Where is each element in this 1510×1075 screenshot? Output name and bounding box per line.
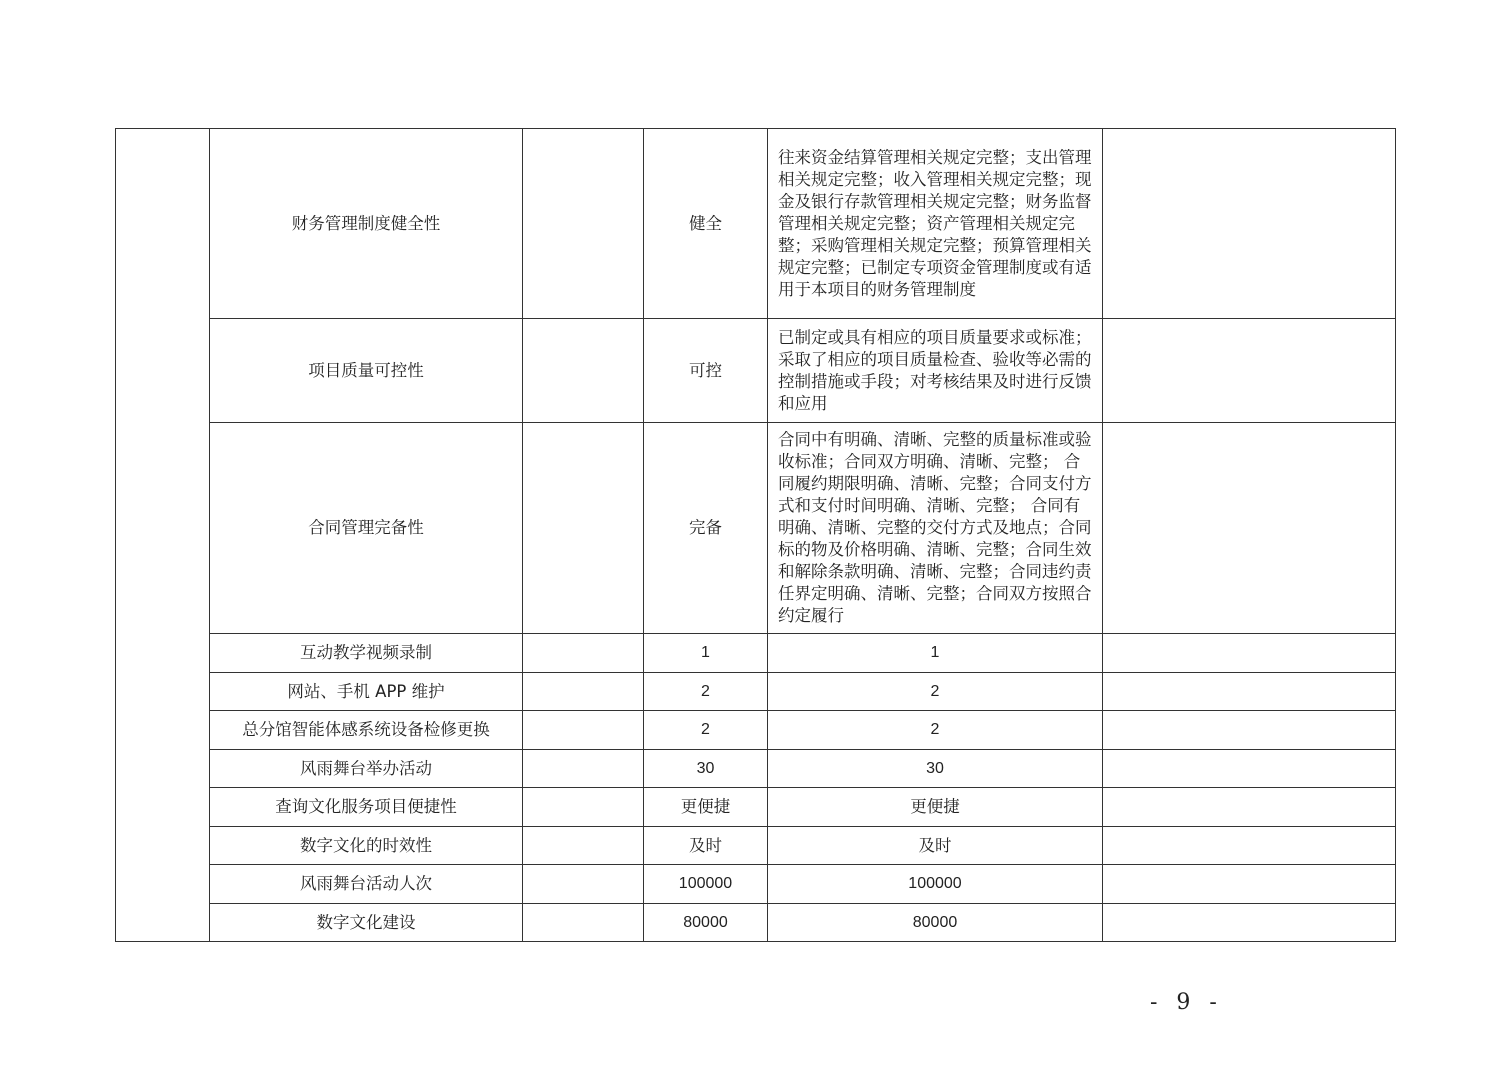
note-cell [1103, 827, 1396, 865]
actual-value-cell: 已制定或具有相应的项目质量要求或标准；采取了相应的项目质量检查、验收等必需的控制措施或手段；对考核结果及时进行反馈和应用 [768, 319, 1103, 423]
indicator-name-cell: 风雨舞台举办活动 [210, 750, 523, 788]
table-row [116, 423, 1396, 634]
weight-cell [523, 711, 644, 750]
weight-cell [523, 827, 644, 865]
table-row [116, 129, 1396, 319]
target-value-cell: 100000 [644, 865, 768, 904]
table-row [116, 319, 1396, 423]
table-row [116, 827, 1396, 865]
target-value-cell: 1 [644, 634, 768, 673]
indicator-name-cell: 数字文化建设 [210, 904, 523, 942]
weight-cell [523, 865, 644, 904]
actual-value-cell: 及时 [768, 827, 1103, 865]
table-row [116, 711, 1396, 750]
note-cell [1103, 788, 1396, 827]
note-cell [1103, 634, 1396, 673]
indicator-name-cell: 总分馆智能体感系统设备检修更换 [210, 711, 523, 750]
category-cell [116, 129, 210, 942]
indicator-name-cell: 财务管理制度健全性 [210, 129, 523, 319]
weight-cell [523, 129, 644, 319]
actual-value-cell: 2 [768, 673, 1103, 711]
table-row [116, 634, 1396, 673]
weight-cell [523, 673, 644, 711]
table-row [116, 788, 1396, 827]
indicator-name-cell: 互动教学视频录制 [210, 634, 523, 673]
weight-cell [523, 319, 644, 423]
actual-value-cell: 2 [768, 711, 1103, 750]
actual-value-cell: 1 [768, 634, 1103, 673]
actual-value-cell: 更便捷 [768, 788, 1103, 827]
indicator-name-cell: 网站、手机 APP 维护 [210, 673, 523, 711]
indicator-name-cell: 查询文化服务项目便捷性 [210, 788, 523, 827]
indicator-name-cell: 项目质量可控性 [210, 319, 523, 423]
table-row [116, 673, 1396, 711]
weight-cell [523, 634, 644, 673]
table-row [116, 750, 1396, 788]
note-cell [1103, 319, 1396, 423]
actual-value-cell: 80000 [768, 904, 1103, 942]
actual-value-cell: 100000 [768, 865, 1103, 904]
actual-value-cell: 往来资金结算管理相关规定完整；支出管理相关规定完整；收入管理相关规定完整；现金及银行存款管理相关规定完整；财务监督管理相关规定完整；资产管理相关规定完整；采购管理相关规定完整；预算管理相关规定完整；已制定专项资金管理制度或有适用于本项目的财务管理制度 [768, 129, 1103, 319]
weight-cell [523, 904, 644, 942]
table-row [116, 865, 1396, 904]
indicator-name-cell: 数字文化的时效性 [210, 827, 523, 865]
note-cell [1103, 750, 1396, 788]
weight-cell [523, 788, 644, 827]
performance-indicator-table [115, 128, 1396, 942]
target-value-cell: 30 [644, 750, 768, 788]
target-value-cell: 完备 [644, 423, 768, 634]
indicator-name-cell: 合同管理完备性 [210, 423, 523, 634]
weight-cell [523, 423, 644, 634]
target-value-cell: 2 [644, 711, 768, 750]
actual-value-cell: 30 [768, 750, 1103, 788]
target-value-cell: 80000 [644, 904, 768, 942]
actual-value-cell: 合同中有明确、清晰、完整的质量标准或验收标准；合同双方明确、清晰、完整； 合同履约期限明确、清晰、完整；合同支付方式和支付时间明确、清晰、完整； 合同有明确、清晰、完整的交付方式及地点；合同标的物及价格明确、清晰、完整；合同生效和解除条款明确、清晰、完整；合同违约责任界定明确、清晰、完整；合同双方按照合约定履行 [768, 423, 1103, 634]
table-row [116, 904, 1396, 942]
note-cell [1103, 865, 1396, 904]
note-cell [1103, 904, 1396, 942]
note-cell [1103, 129, 1396, 319]
target-value-cell: 可控 [644, 319, 768, 423]
note-cell [1103, 673, 1396, 711]
weight-cell [523, 750, 644, 788]
note-cell [1103, 711, 1396, 750]
page-number: - 9 - [1150, 990, 1223, 1015]
indicator-name-cell: 风雨舞台活动人次 [210, 865, 523, 904]
target-value-cell: 健全 [644, 129, 768, 319]
target-value-cell: 更便捷 [644, 788, 768, 827]
note-cell [1103, 423, 1396, 634]
target-value-cell: 2 [644, 673, 768, 711]
target-value-cell: 及时 [644, 827, 768, 865]
